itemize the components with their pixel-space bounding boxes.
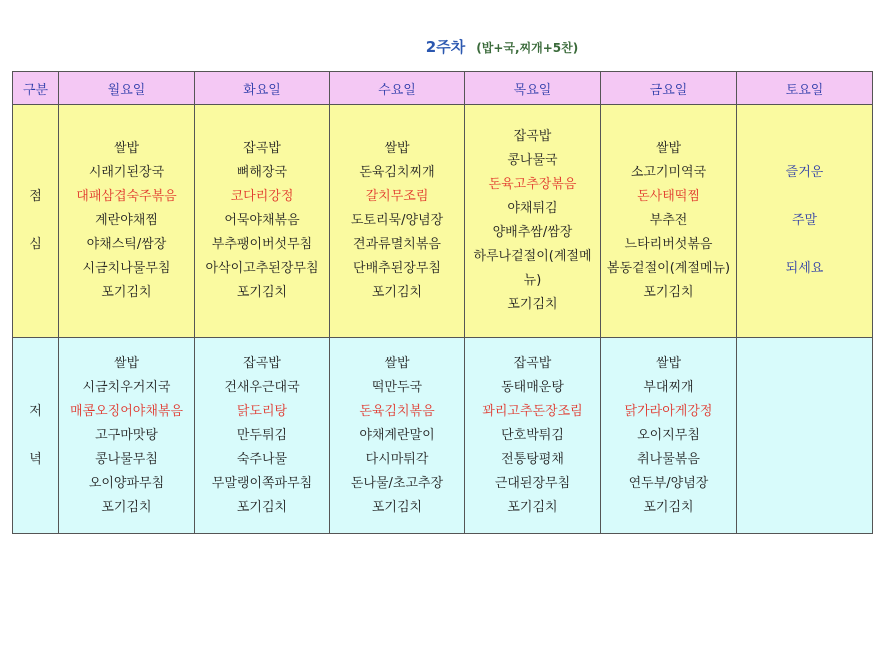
menu-item: 뉴): [523, 273, 542, 288]
menu-item: 숙주나물: [236, 451, 288, 467]
menu-item: 하루나겉절이(계절메: [473, 249, 592, 264]
menu-item: 닭도리탕: [236, 403, 288, 419]
dinner-menu-cell: [601, 338, 737, 534]
menu-item: 느타리버섯볶음: [624, 237, 713, 252]
dinner-menu-cell: [59, 338, 195, 534]
menu-item: 어묵야채볶음: [224, 213, 300, 228]
menu-item: 쌀밥: [384, 355, 410, 371]
menu-item: 포기김치: [101, 285, 152, 300]
day-header: 금요일: [601, 72, 737, 105]
menu-item: 양배추쌈/쌈장: [492, 225, 573, 240]
menu-item: 돈사태떡찜: [637, 189, 700, 204]
weekend-message-cell: [737, 105, 873, 338]
menu-item: 만두튀김: [236, 427, 288, 443]
dinner-label-char: 저: [29, 403, 42, 419]
menu-item: 봄동겉절이(계절메뉴): [606, 261, 731, 276]
menu-item: 시금치우거지국: [82, 379, 171, 395]
week-title: 2주차: [425, 38, 466, 56]
menu-item: 닭가라아게강정: [624, 403, 713, 419]
dinner-label: [13, 338, 59, 534]
menu-item: 포기김치: [236, 499, 288, 515]
menu-item: 돈나물/초고추장: [350, 475, 444, 491]
menu-item: 건새우근대국: [224, 379, 300, 395]
menu-item: 잡곡밥: [243, 141, 281, 156]
lunch-row: [13, 105, 873, 338]
weekend-message-line: 즐거운: [785, 165, 824, 180]
menu-item: 부추팽이버섯무침: [211, 237, 313, 252]
menu-item: 포기김치: [507, 499, 558, 515]
day-header: 월요일: [59, 72, 195, 105]
menu-item: 돈육고추장볶음: [488, 177, 577, 192]
menu-item: 매콤오징어야채볶음: [69, 403, 184, 419]
menu-item: 부대찌개: [643, 379, 694, 395]
day-header: 수요일: [330, 72, 465, 105]
dinner-menu-cell: [465, 338, 601, 534]
menu-item: 코다리강정: [230, 189, 294, 204]
menu-item: 포기김치: [643, 285, 694, 300]
corner-label: 구분: [13, 72, 59, 105]
weekly-menu-table: [12, 71, 873, 534]
menu-item: 오이지무침: [637, 427, 700, 443]
menu-item: 쌀밥: [655, 141, 682, 156]
menu-item: 계란야채찜: [95, 213, 158, 228]
week-note: (밥+국,찌개+5찬): [476, 41, 579, 55]
menu-item: 꽈리고추돈장조림: [482, 403, 583, 419]
menu-item: 뼈해장국: [236, 165, 288, 180]
menu-item: 전통탕평채: [501, 451, 564, 467]
menu-item: 돈육김치볶음: [359, 403, 435, 419]
day-header: 토요일: [737, 72, 873, 105]
menu-item: 쌀밥: [113, 355, 140, 371]
menu-item: 포기김치: [643, 499, 694, 515]
menu-item: 무말랭이쪽파무침: [211, 475, 313, 491]
lunch-label-char: 심: [29, 237, 42, 252]
menu-item: 단호박튀김: [501, 427, 564, 443]
dinner-menu-cell: [195, 338, 330, 534]
day-header-row: [13, 72, 873, 105]
menu-item: 잡곡밥: [243, 355, 281, 371]
menu-item: 견과류멸치볶음: [353, 237, 441, 252]
menu-item: 소고기미역국: [630, 165, 707, 180]
menu-item: 돈육김치찌개: [359, 165, 435, 180]
menu-item: 콩나물국: [507, 153, 558, 168]
menu-item: 포기김치: [101, 499, 152, 515]
lunch-menu-cell: [330, 105, 465, 338]
dinner-menu-cell: [330, 338, 465, 534]
menu-item: 연두부/양념장: [628, 475, 709, 491]
menu-item: 대패삼겹숙주볶음: [76, 189, 177, 204]
menu-item: 동태매운탕: [501, 379, 564, 395]
menu-item: 단배추된장무침: [353, 261, 441, 276]
menu-item: 포기김치: [371, 499, 423, 515]
menu-item: 포기김치: [236, 285, 288, 300]
menu-item: 아삭이고추된장무침: [205, 261, 319, 276]
menu-item: 쌀밥: [113, 141, 140, 156]
lunch-menu-cell: [195, 105, 330, 338]
page-heading: [0, 36, 880, 58]
menu-item: 포기김치: [371, 285, 423, 300]
lunch-menu-cell: [59, 105, 195, 338]
menu-item: 부추전: [649, 213, 688, 228]
menu-item: 근대된장무침: [494, 475, 571, 491]
menu-item: 시금치나물무침: [82, 261, 171, 276]
menu-item: 시래기된장국: [88, 165, 165, 180]
lunch-label: [13, 105, 59, 338]
menu-item: 잡곡밥: [513, 355, 552, 371]
menu-item: 야채계란말이: [359, 427, 435, 443]
saturday-dinner-empty-cell: [737, 338, 873, 534]
weekend-message-line: 되세요: [785, 261, 824, 276]
lunch-menu-cell: [601, 105, 737, 338]
menu-item: 고구마맛탕: [95, 427, 158, 443]
menu-item: 쌀밥: [655, 355, 682, 371]
weekend-message-line: 주말: [791, 213, 818, 228]
menu-item: 콩나물무침: [95, 451, 158, 467]
dinner-row: [13, 338, 873, 534]
menu-item: 갈치무조림: [365, 189, 429, 204]
menu-item: 도토리묵/양념장: [350, 213, 444, 228]
menu-item: 포기김치: [507, 297, 558, 312]
menu-item: 잡곡밥: [513, 129, 552, 144]
lunch-menu-cell: [465, 105, 601, 338]
lunch-label-char: 점: [29, 189, 42, 204]
menu-item: 취나물볶음: [637, 451, 700, 467]
menu-item: 쌀밥: [384, 141, 410, 156]
day-header: 화요일: [195, 72, 330, 105]
menu-item: 야채스틱/쌈장: [86, 237, 167, 252]
day-header: 목요일: [465, 72, 601, 105]
dinner-label-char: 녁: [29, 451, 42, 467]
menu-item: 다시마튀각: [365, 451, 429, 467]
menu-item: 야채튀김: [507, 201, 558, 216]
menu-item: 오이양파무침: [88, 475, 165, 491]
menu-item: 떡만두국: [371, 379, 423, 395]
